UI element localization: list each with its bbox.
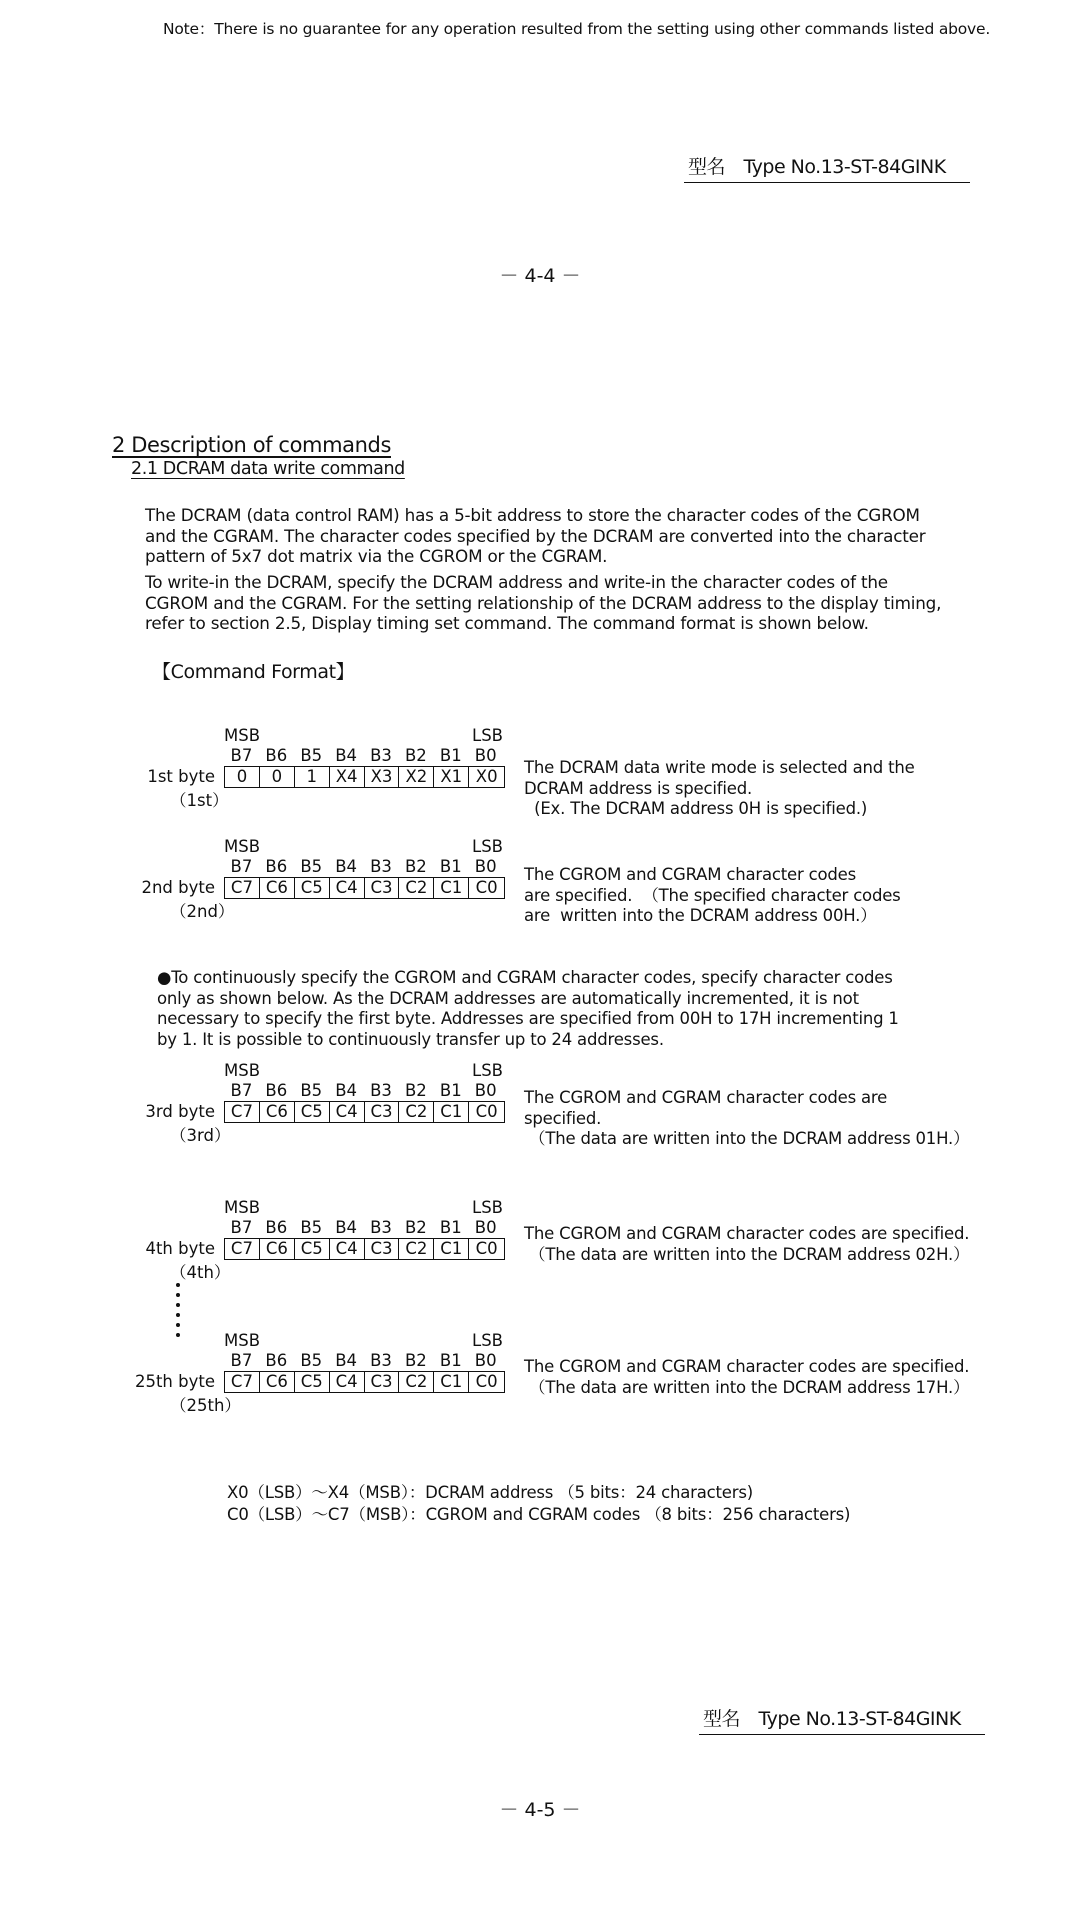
byte-sublabel: （3rd） — [170, 1126, 231, 1145]
byte-label: 1st byte — [147, 767, 215, 786]
bit-cell: X3 — [365, 767, 400, 787]
byte-description: The CGROM and CGRAM character codes are specified. （The specified character codes are written into the DCRAM address 00H.） — [524, 865, 901, 925]
bit-header: B6 — [265, 1218, 288, 1237]
bit-header: B1 — [439, 1081, 462, 1100]
bit-header: B1 — [439, 1351, 462, 1370]
bit-cell: C3 — [365, 1239, 400, 1259]
bit-header: B5 — [300, 1218, 323, 1237]
byte-description: The CGROM and CGRAM character codes are specified. （The data are written into the DCRAM address 02H.） — [524, 1224, 970, 1264]
lsb-label: LSB — [472, 1061, 503, 1080]
lsb-label: LSB — [472, 837, 503, 856]
bit-header: B2 — [404, 1218, 427, 1237]
bit-header: B3 — [370, 1081, 392, 1100]
msb-label: MSB — [224, 726, 261, 745]
bit-cells-row — [224, 877, 505, 899]
bit-cell: 0 — [260, 767, 295, 787]
bit-cell: C0 — [475, 878, 498, 897]
bit-cell: C2 — [399, 1239, 434, 1259]
bit-header: B0 — [474, 857, 497, 876]
bit-header: B2 — [404, 857, 427, 876]
bit-cell: C6 — [260, 878, 295, 898]
lsb-label: LSB — [472, 1331, 503, 1350]
bit-header: B7 — [230, 1351, 253, 1370]
note-text: Note：There is no guarantee for any operation resulted from the setting using other commands listed above. — [163, 20, 991, 38]
bit-header: B0 — [474, 746, 497, 765]
bit-header: B6 — [265, 746, 288, 765]
bit-cell: C2 — [399, 1372, 434, 1392]
msb-label: MSB — [224, 837, 261, 856]
byte-label: 4th byte — [145, 1239, 215, 1258]
bit-cells-row — [224, 1101, 505, 1123]
bit-header: B3 — [370, 746, 392, 765]
section-title: 2 Description of commands — [112, 433, 391, 457]
bit-cell: C0 — [475, 1102, 498, 1121]
bit-cell: C4 — [330, 878, 365, 898]
byte-block-2 — [0, 837, 1080, 937]
bit-cell: C7 — [225, 878, 260, 898]
bit-header: B3 — [370, 1351, 392, 1370]
bit-header: B4 — [335, 1218, 358, 1237]
lsb-label: LSB — [472, 726, 503, 745]
write-paragraph: To write-in the DCRAM, specify the DCRAM address and write-in the character codes of the CGROM and the CGRAM. For the setting relationship of the DCRAM address to the display timing, refer to section 2.5, Display timing set command. The command format is shown below. — [145, 572, 942, 633]
bit-header: B5 — [300, 857, 323, 876]
bit-cell: C1 — [434, 1102, 469, 1122]
bit-cell: C7 — [225, 1102, 260, 1122]
byte-block-4 — [0, 1198, 1080, 1298]
bit-header-row — [224, 746, 503, 765]
bit-cell: C5 — [295, 878, 330, 898]
bit-cell: C3 — [365, 1102, 400, 1122]
bit-header: B3 — [370, 1218, 392, 1237]
byte-label: 25th byte — [134, 1372, 215, 1391]
byte-block-3 — [0, 1061, 1080, 1161]
bit-header-row — [224, 1081, 503, 1100]
bit-header-row — [224, 857, 503, 876]
bit-cell: 1 — [295, 767, 330, 787]
bit-header: B5 — [300, 746, 323, 765]
bit-cell: C2 — [399, 1102, 434, 1122]
bit-cell: C0 — [475, 1239, 498, 1258]
bit-cell: C6 — [260, 1372, 295, 1392]
bit-header-row — [224, 1351, 503, 1370]
bit-header: B7 — [230, 1081, 253, 1100]
byte-label: 3rd byte — [145, 1102, 215, 1121]
type-number-footer: 型名 Type No.13-ST-84GINK — [699, 1704, 985, 1735]
legend-c-codes: C0（LSB）～C7（MSB）：CGROM and CGRAM codes （8 bits：256 characters) — [227, 1505, 851, 1524]
byte-block-25 — [0, 1331, 1080, 1431]
bit-header: B7 — [230, 1218, 253, 1237]
msb-label: MSB — [224, 1198, 261, 1217]
bit-header: B6 — [265, 1351, 288, 1370]
bit-cell: X1 — [434, 767, 469, 787]
bit-header: B3 — [370, 857, 392, 876]
bit-header: B4 — [335, 1351, 358, 1370]
bit-header: B0 — [474, 1218, 497, 1237]
bit-cell: 0 — [225, 767, 260, 787]
bit-cells-row — [224, 766, 505, 788]
bit-header: B2 — [404, 1081, 427, 1100]
intro-paragraph: The DCRAM (data control RAM) has a 5-bit address to store the character codes of the CGROM and the CGRAM. The character codes specified by the DCRAM are converted into the character pattern of 5x7 dot matrix via the CGROM or the CGRAM. — [145, 505, 926, 566]
bit-cell: C7 — [225, 1239, 260, 1259]
byte-description: The CGROM and CGRAM character codes are specified. （The data are written into the DCRAM address 01H.） — [524, 1088, 970, 1148]
bit-header: B0 — [474, 1351, 497, 1370]
byte-block-1 — [0, 726, 1080, 826]
msb-label: MSB — [224, 1061, 261, 1080]
bit-cell: C3 — [365, 1372, 400, 1392]
bit-cell: C3 — [365, 878, 400, 898]
byte-sublabel: （1st） — [170, 791, 229, 810]
bit-cell: C6 — [260, 1102, 295, 1122]
type-number-header: 型名 Type No.13-ST-84GINK — [684, 152, 970, 183]
bit-header: B0 — [474, 1081, 497, 1100]
bit-header: B4 — [335, 1081, 358, 1100]
bit-header: B4 — [335, 857, 358, 876]
bit-cell: C1 — [434, 878, 469, 898]
bit-header: B5 — [300, 1081, 323, 1100]
legend-x-address: X0（LSB）～X4（MSB）：DCRAM address （5 bits：24 characters) — [227, 1483, 753, 1502]
page-number-bottom: － 4-5 － — [499, 1799, 581, 1821]
bit-header: B2 — [404, 746, 427, 765]
bit-cell: C4 — [330, 1102, 365, 1122]
continuous-note: ●To continuously specify the CGROM and CGRAM character codes, specify character codes only as shown below. As the DCRAM addresses are automatically incremented, it is not necessary to specify the first byte. Addresses are specified from 00H to 17H incrementing 1 by 1. It is possible to continuously transfer up to 24 addresses. — [157, 968, 899, 1049]
bit-cell: C5 — [295, 1372, 330, 1392]
lsb-label: LSB — [472, 1198, 503, 1217]
bit-header: B6 — [265, 1081, 288, 1100]
bit-header-row — [224, 1218, 503, 1237]
byte-description: The CGROM and CGRAM character codes are specified. （The data are written into the DCRAM address 17H.） — [524, 1357, 970, 1397]
bit-cell: C1 — [434, 1372, 469, 1392]
msb-label: MSB — [224, 1331, 261, 1350]
command-format-title: 【Command Format】 — [152, 661, 355, 683]
bit-cell: C2 — [399, 878, 434, 898]
byte-sublabel: （25th） — [170, 1396, 241, 1415]
bit-cell: C7 — [225, 1372, 260, 1392]
page-number-top: － 4-4 － — [499, 265, 581, 287]
bit-cell: X0 — [475, 767, 498, 786]
bit-header: B1 — [439, 857, 462, 876]
bit-header: B7 — [230, 857, 253, 876]
bit-cell: C1 — [434, 1239, 469, 1259]
bit-cell: C4 — [330, 1372, 365, 1392]
byte-sublabel: （4th） — [170, 1263, 231, 1282]
bit-cell: X4 — [330, 767, 365, 787]
bit-header: B1 — [439, 1218, 462, 1237]
bit-cells-row — [224, 1371, 505, 1393]
bit-cell: X2 — [399, 767, 434, 787]
bit-cell: C5 — [295, 1239, 330, 1259]
bit-cell: C0 — [475, 1372, 498, 1391]
byte-label: 2nd byte — [141, 878, 215, 897]
subsection-title: 2.1 DCRAM data write command — [131, 459, 405, 479]
bit-cell: C5 — [295, 1102, 330, 1122]
bit-header: B1 — [439, 746, 462, 765]
bit-header: B2 — [404, 1351, 427, 1370]
bit-cells-row — [224, 1238, 505, 1260]
bit-header: B6 — [265, 857, 288, 876]
bit-header: B7 — [230, 746, 253, 765]
bit-header: B4 — [335, 746, 358, 765]
byte-description: The DCRAM data write mode is selected and the DCRAM address is specified. (Ex. The DCRAM address 0H is specified.) — [524, 758, 915, 818]
bit-cell: C6 — [260, 1239, 295, 1259]
byte-sublabel: （2nd） — [170, 902, 235, 921]
bit-header: B5 — [300, 1351, 323, 1370]
bit-cell: C4 — [330, 1239, 365, 1259]
